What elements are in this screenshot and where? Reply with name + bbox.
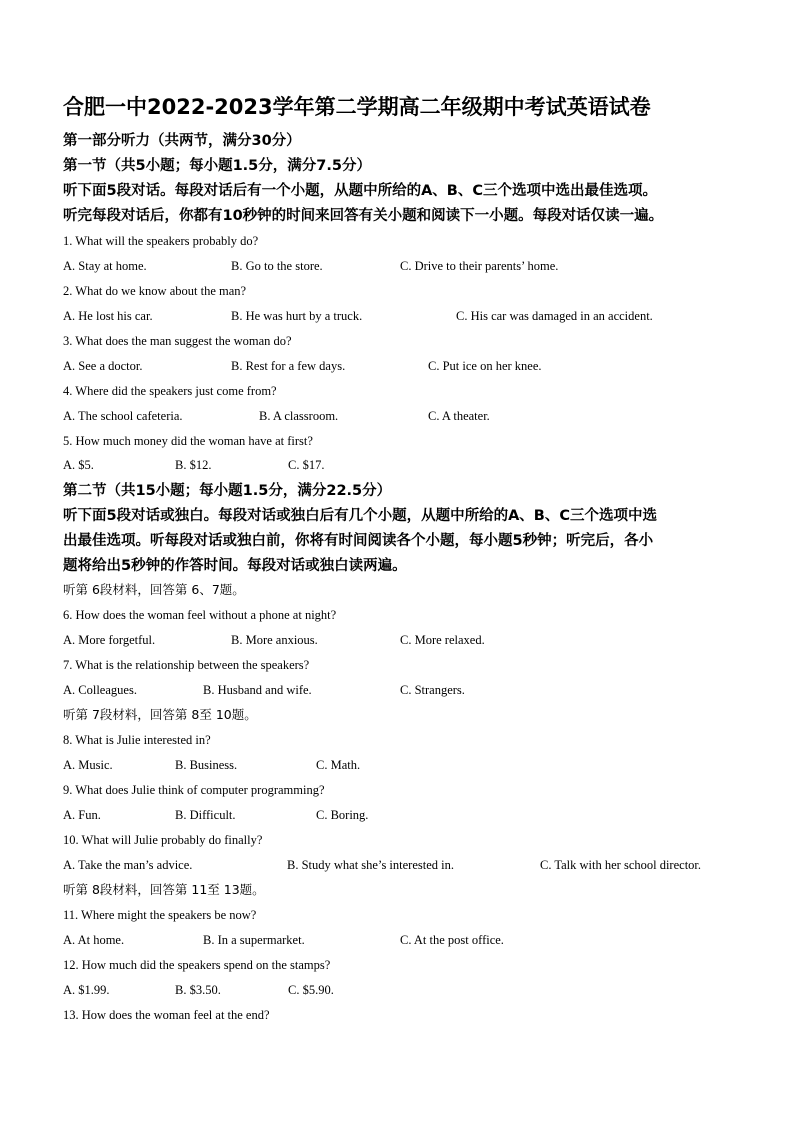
part1-heading: 第一部分听力（共两节，满分30分）	[63, 133, 301, 149]
question-8-option-b: B. Business.	[175, 758, 238, 772]
question-6-option-c: C. More relaxed.	[400, 633, 485, 647]
question-10-option-b: B. Study what she’s interested in.	[287, 858, 454, 872]
question-13: 13. How does the woman feel at the end?	[63, 1008, 270, 1022]
question-9: 9. What does Julie think of computer programming?	[63, 783, 325, 797]
material-6-note: 听第 6段材料，回答第 6、7题。	[63, 582, 245, 597]
question-8-option-c: C. Math.	[316, 758, 361, 772]
question-5-option-a: A. $5.	[63, 458, 94, 472]
question-3: 3. What does the man suggest the woman do?	[63, 334, 292, 348]
question-12-option-b: B. $3.50.	[175, 983, 221, 997]
question-5-option-c: C. $17.	[288, 458, 325, 472]
question-3-option-a: A. See a doctor.	[63, 359, 143, 373]
question-12-option-a: A. $1.99.	[63, 983, 110, 997]
question-9-option-b: B. Difficult.	[175, 808, 236, 822]
question-11-option-a: A. At home.	[63, 933, 125, 947]
question-9-option-c: C. Boring.	[316, 808, 369, 822]
section1-directions-line2: 听完每段对话后，你都有10秒钟的时间来回答有关小题和阅读下一小题。每段对话仅读一遍。	[63, 208, 664, 224]
question-7-option-c: C. Strangers.	[400, 683, 465, 697]
question-2-option-b: B. He was hurt by a truck.	[231, 309, 363, 323]
question-6-option-b: B. More anxious.	[231, 633, 318, 647]
section2-directions-line3: 题将给出5秒钟的作答时间。每段对话或独白读两遍。	[63, 558, 407, 574]
question-3-option-c: C. Put ice on her knee.	[428, 359, 542, 373]
material-8-note: 听第 8段材料，回答第 11至 13题。	[63, 882, 265, 897]
question-7-option-b: B. Husband and wife.	[203, 683, 312, 697]
question-7: 7. What is the relationship between the speakers?	[63, 658, 310, 672]
question-6: 6. How does the woman feel without a phone at night?	[63, 608, 337, 622]
material-7-note: 听第 7段材料，回答第 8至 10题。	[63, 707, 257, 722]
exam-title: 合肥一中2022-2023学年第二学期高二年级期中考试英语试卷	[63, 95, 651, 119]
question-7-option-a: A. Colleagues.	[63, 683, 137, 697]
section1-directions-line1: 听下面5段对话。每段对话后有一个小题，从题中所给的A、B、C三个选项中选出最佳选项。	[63, 183, 658, 199]
question-11-option-c: C. At the post office.	[400, 933, 504, 947]
question-6-option-a: A. More forgetful.	[63, 633, 156, 647]
question-8-option-a: A. Music.	[63, 758, 113, 772]
question-10-option-a: A. Take the man’s advice.	[63, 858, 193, 872]
question-2-option-a: A. He lost his car.	[63, 309, 153, 323]
question-10-option-c: C. Talk with her school director.	[540, 858, 702, 872]
question-4-option-b: B. A classroom.	[259, 409, 339, 423]
section2-directions-line1: 听下面5段对话或独白。每段对话或独白后有几个小题，从题中所给的A、B、C三个选项中选	[63, 508, 658, 524]
section1-heading: 第一节（共5小题；每小题1.5分，满分7.5分）	[63, 158, 371, 174]
question-5: 5. How much money did the woman have at first?	[63, 434, 313, 448]
question-1-option-c: C. Drive to their parents’ home.	[400, 259, 559, 273]
question-4-option-c: C. A theater.	[428, 409, 490, 423]
question-2: 2. What do we know about the man?	[63, 284, 247, 298]
section2-directions-line2: 出最佳选项。听每段对话或独白前，你将有时间阅读各个小题，每小题5秒钟；听完后，各小	[63, 533, 654, 549]
question-8: 8. What is Julie interested in?	[63, 733, 211, 747]
section2-heading: 第二节（共15小题；每小题1.5分，满分22.5分）	[63, 483, 392, 499]
question-2-option-c: C. His car was damaged in an accident.	[456, 309, 653, 323]
question-1-option-a: A. Stay at home.	[63, 259, 147, 273]
question-10: 10. What will Julie probably do finally?	[63, 833, 263, 847]
question-11: 11. Where might the speakers be now?	[63, 908, 257, 922]
question-12: 12. How much did the speakers spend on the stamps?	[63, 958, 331, 972]
question-12-option-c: C. $5.90.	[288, 983, 334, 997]
question-11-option-b: B. In a supermarket.	[203, 933, 305, 947]
question-1-option-b: B. Go to the store.	[231, 259, 323, 273]
question-9-option-a: A. Fun.	[63, 808, 101, 822]
question-4-option-a: A. The school cafeteria.	[63, 409, 183, 423]
question-4: 4. Where did the speakers just come from?	[63, 384, 277, 398]
question-5-option-b: B. $12.	[175, 458, 212, 472]
question-1: 1. What will the speakers probably do?	[63, 234, 259, 248]
question-3-option-b: B. Rest for a few days.	[231, 359, 346, 373]
